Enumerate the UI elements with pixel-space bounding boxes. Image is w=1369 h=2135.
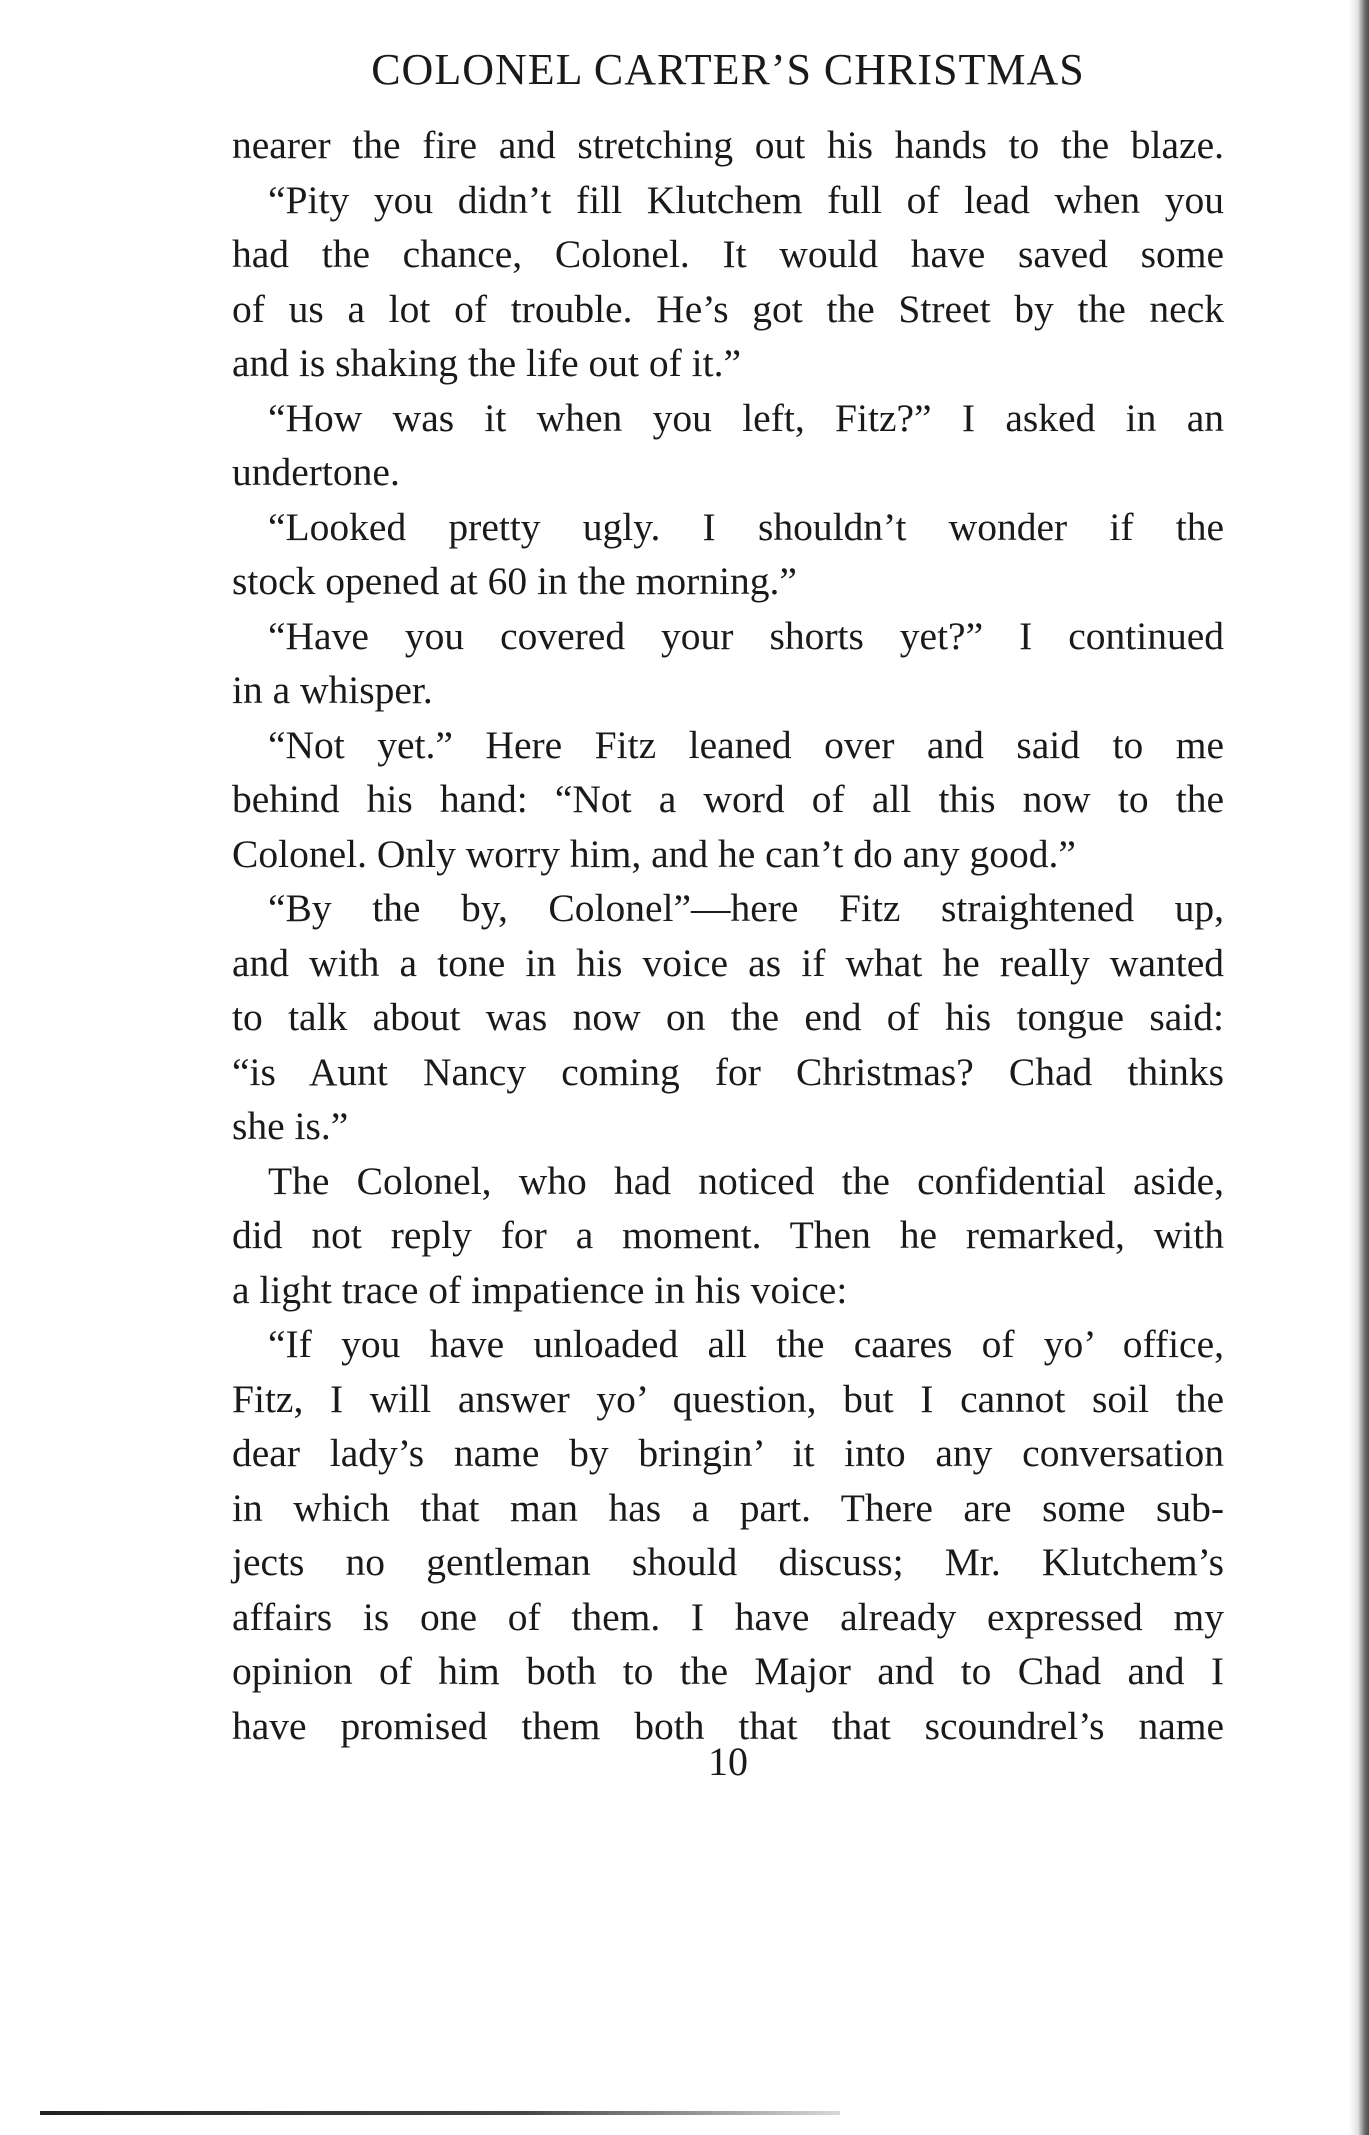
text-line: Colonel. Only worry him, and he can’t do any good.” bbox=[232, 831, 1076, 876]
text-line: “Looked pretty ugly. I shouldn’t wonder if the bbox=[268, 504, 1224, 549]
text-line: affairs is one of them. I have already expressed my bbox=[232, 1594, 1224, 1639]
text-line: and with a tone in his voice as if what he really wanted bbox=[232, 940, 1224, 985]
text-line: in a whisper. bbox=[232, 668, 433, 712]
text-line: had the chance, Colonel. It would have saved some bbox=[232, 232, 1224, 276]
text-line: “Pity you didn’t fill Klutchem full of lead when you bbox=[268, 177, 1224, 222]
text-line: to talk about was now on the end of his tongue said: bbox=[232, 995, 1224, 1039]
text-line: Fitz, I will answer yo’ question, but I cannot soil the bbox=[232, 1376, 1224, 1421]
text-line: did not reply for a moment. Then he remarked, with bbox=[232, 1213, 1224, 1257]
text-line: behind his hand: “Not a word of all this now to the bbox=[232, 777, 1224, 821]
text-line: of us a lot of trouble. He’s got the Street by the neck bbox=[232, 286, 1224, 331]
running-title: COLONEL CARTER’S CHRISTMAS bbox=[371, 45, 1085, 94]
body-text bbox=[232, 118, 1224, 1753]
text-line: opinion of him both to the Major and to Chad and I bbox=[232, 1649, 1224, 1693]
text-line: jects no gentleman should discuss; Mr. Klutchem’s bbox=[232, 1540, 1224, 1584]
text-line: have promised them both that that scoundrel’s name bbox=[232, 1703, 1224, 1748]
text-line: “By the by, Colonel”—here Fitz straightened up, bbox=[268, 886, 1224, 930]
text-line: in which that man has a part. There are some sub- bbox=[232, 1485, 1224, 1530]
text-line: she is.” bbox=[232, 1104, 349, 1148]
text-line: stock opened at 60 in the morning.” bbox=[232, 559, 797, 603]
page-number: 10 bbox=[708, 1739, 748, 1784]
text-line: “If you have unloaded all the caares of yo’ office, bbox=[268, 1322, 1224, 1366]
text-line: “is Aunt Nancy coming for Christmas? Chad thinks bbox=[232, 1049, 1224, 1094]
text-line: and is shaking the life out of it.” bbox=[232, 341, 742, 385]
text-line: a light trace of impatience in his voice: bbox=[232, 1267, 848, 1312]
text-line: nearer the fire and stretching out his hands to the blaze. bbox=[232, 123, 1224, 167]
text-line: The Colonel, who had noticed the confidential aside, bbox=[268, 1158, 1224, 1203]
text-line: “Not yet.” Here Fitz leaned over and said to me bbox=[268, 722, 1224, 767]
text-line: undertone. bbox=[232, 450, 400, 494]
bottom-edge-rule bbox=[40, 2111, 840, 2115]
page-edge-shadow bbox=[1349, 0, 1369, 2135]
text-line: “Have you covered your shorts yet?” I continued bbox=[268, 613, 1224, 658]
text-line: dear lady’s name by bringin’ it into any conversation bbox=[232, 1431, 1224, 1475]
text-line: “How was it when you left, Fitz?” I asked in an bbox=[268, 395, 1224, 440]
